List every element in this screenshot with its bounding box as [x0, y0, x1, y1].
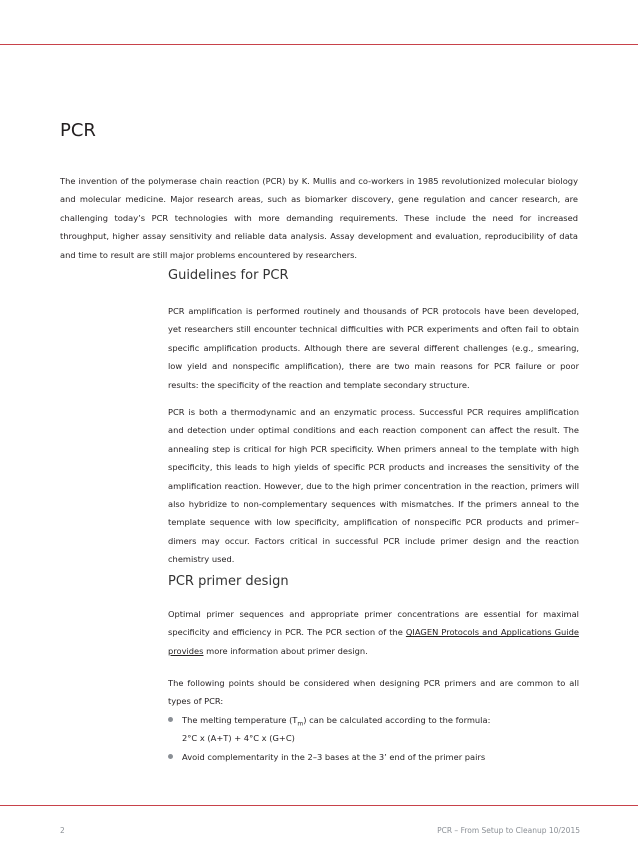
primer-guidelines-list — [168, 711, 579, 766]
primer-paragraph-2: The following points should be considered when designing PCR primers and are common to all types of PCR: — [168, 678, 579, 707]
primer-paragraph-1 — [168, 605, 579, 660]
guidelines-paragraph-2: PCR is both a thermodynamic and an enzymatic process. Successful PCR requires amplification and detection under optimal conditions and each reaction component can affect the result. The annealing step is critical for high PCR specificity. When primers anneal to the template with high specificity, this leads to high yields of specific PCR products and increases the sensitivity of the amplification reaction. However, due to the high primer concentration in the reaction, primers will also hybridize to non-complementary sequences with mismatches. If the primers anneal to the template sequence with low specificity, amplification of nonspecific PCR products and primer–dimers may occur. Factors critical in successful PCR include primer design and the reaction chemistry used. — [168, 407, 579, 565]
guidelines-paragraph-1-wrap — [168, 302, 579, 394]
melting-temp-subscript: m — [297, 720, 304, 728]
bullet-icon — [168, 717, 173, 722]
primer-paragraph-1-wrap — [168, 605, 579, 660]
complementarity-text: Avoid complementarity in the 2–3 bases at the 3’ end of the primer pairs — [182, 751, 486, 762]
guidelines-paragraph-1: PCR amplification is performed routinely and thousands of PCR protocols have been developed, yet researchers still encounter technical difficulties with PCR experiments and often fail to obtain specific amplification products. Although there are several different challenges (e.g., smearing, low yield and nonspecific amplification), there are two main reasons for PCR failure or poor results: the specificity of the reaction and template secondary structure. — [168, 306, 579, 390]
intro-paragraph: The invention of the polymerase chain reaction (PCR) by K. Mullis and co-workers in 1985 revolutionized molecular biology and molecular medicine. Major research areas, such as biomarker discovery, gene regulation and cancer research, are challenging today’s PCR technologies with more demanding requirements. These include the need for increased throughput, higher assay sensitivity and reliable data analysis. Assay development and evaluation, reproducibility of data and time to result are still major problems encountered by researchers. — [60, 176, 578, 260]
guidelines-heading: Guidelines for PCR — [168, 268, 289, 283]
list-item — [168, 711, 579, 748]
melting-temp-text: The melting temperature (T — [182, 715, 298, 725]
page-title: PCR — [60, 120, 96, 141]
primer-paragraph-1-text: Optimal primer sequences and appropriate primer concentrations are essential for maximal specificity and efficiency in PCR. The PCR section of the — [168, 609, 579, 638]
bullet-icon — [168, 754, 173, 759]
guidelines-paragraph-2-wrap — [168, 403, 579, 569]
footer-document-title: PCR – From Setup to Cleanup 10/2015 — [437, 826, 580, 835]
footer-page-number: 2 — [60, 826, 65, 835]
primer-design-heading: PCR primer design — [168, 574, 289, 589]
primer-design-section — [168, 574, 579, 589]
header-rule — [0, 44, 638, 45]
protocols-guide-link[interactable]: QIAGEN Protocols and Applications Guide provides — [168, 627, 579, 656]
primer-paragraph-1-tail: more information about primer design. — [203, 645, 368, 656]
list-item — [168, 748, 579, 766]
primer-paragraph-2-wrap — [168, 674, 579, 711]
footer-rule — [0, 805, 638, 806]
melting-temp-text-tail: ) can be calculated according to the formula: — [303, 715, 491, 725]
guidelines-section — [168, 268, 579, 283]
melting-temp-formula: 2°C x (A+T) + 4°C x (G+C) — [182, 733, 295, 744]
